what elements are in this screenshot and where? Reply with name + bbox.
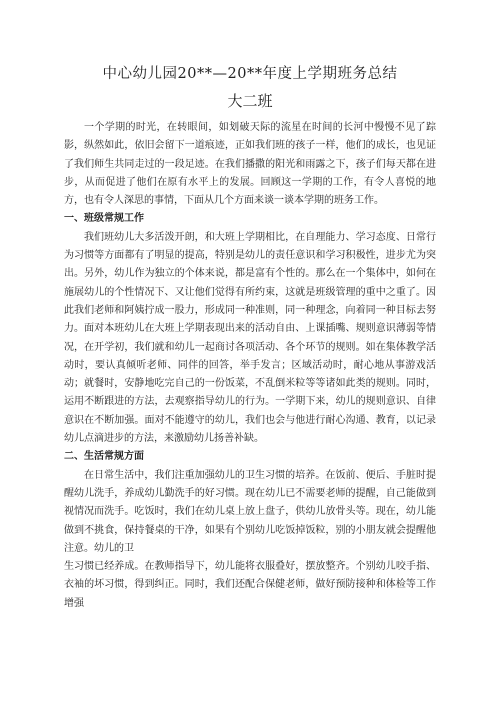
section-paragraph-2: 在日常生活中，我们注重加强幼儿的卫生习惯的培养。在饭前、便后、手脏时提醒幼儿洗手，养成幼儿勤洗手的好习惯。现在幼儿已不需要老师的提醒，自己能做到视情况而洗手。吃饭时，我们在幼儿桌上放上盘子，供幼儿放骨头等。现在，幼儿能做到不挑食，保持餐桌的干净，如果有个别幼儿吃饭掉饭粒，别的小朋友就会提醒他注意。幼儿的卫 <box>64 469 436 554</box>
section-heading-2: 二、生活常规方面 <box>64 451 144 463</box>
document-body <box>64 119 436 613</box>
document-title: 中心幼儿园20**—20**年度上学期班务总结 <box>102 66 398 82</box>
section-heading-1: 一、班级常规工作 <box>64 213 144 225</box>
intro-paragraph: 一个学期的时光，在转眼间，如划破天际的流星在时间的长河中慢慢不见了踪影，纵然如此，依旧会留下一道痕迹，正如我们班的孩子一样，他们的成长，也见证了我们师生共同走过的一段足迹。在我们播撒的阳光和雨露之下，孩子们每天都在进步，从而促进了他们在原有水平上的发展。回顾这一学期的工作，有令人喜悦的地方，也有令人深思的事情，下面从几个方面来谈一谈本学期的班务工作。 <box>64 122 436 207</box>
document-subtitle: 大二班 <box>227 92 273 110</box>
section-paragraph-2-continued: 生习惯已经养成。在教师指导下，幼儿能将衣服叠好，摆放整齐。个别幼儿咬手指、衣袖的坏习惯，得到纠正。同时，我们还配合保健老师，做好预防接种和体检等工作增强 <box>64 561 436 609</box>
section-paragraph-1: 我们班幼儿大多活泼开朗，和大班上学期相比，在自理能力、学习态度、日常行为习惯等方面都有了明显的提高，特别是幼儿的责任意识和学习积极性，进步尤为突出。另外，幼儿作为独立的个体来说，都是富有个性的。那么在一个集体中，如何在施展幼儿的个性情况下、又让他们觉得有所约束，这就是班级管理的重中之重了。因此我们老师和阿姨拧成一股力，形成同一种准则，同一种理念，向着同一种目标去努力。面对本班幼儿在大班上学期表现出来的活动自由、上课插嘴、规则意识薄弱等情况，在开学初，我们就和幼儿一起商讨各项活动、各个环节的规则。如在集体教学活动时，要认真倾听老师、同伴的回答，举手发言；区域活动时，耐心地从事游戏活动；就餐时，安静地吃完自己的一份饭菜，不乱倒米粒等等诸如此类的规则。同时，运用不断跟进的方法，去观察指导幼儿的行为。一学期下来，幼儿的规则意识、自律意识在不断加强。面对不能遵守的幼儿，我们也会与他进行耐心沟通、教育，以记录幼儿点滴进步的方法，来激励幼儿扬善补缺。 <box>64 231 436 445</box>
